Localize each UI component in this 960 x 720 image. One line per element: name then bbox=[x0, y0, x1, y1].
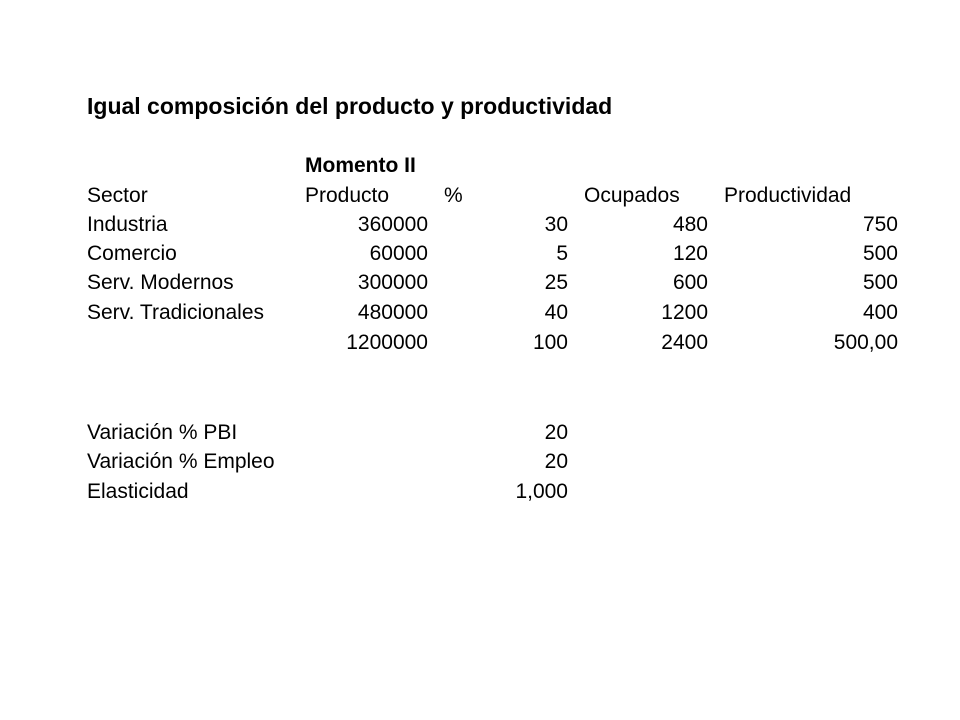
summary-value: 20 bbox=[544, 421, 568, 444]
row-producto: 480000 bbox=[357, 301, 428, 324]
row-ocupados: 600 bbox=[672, 271, 708, 294]
summary-label: Variación % Empleo bbox=[87, 450, 275, 473]
row-sector: Comercio bbox=[87, 242, 177, 265]
header-producto: Producto bbox=[305, 184, 390, 207]
row-ocupados: 1200 bbox=[661, 301, 708, 324]
row-productividad: 400 bbox=[862, 301, 898, 324]
header-ocupados: Ocupados bbox=[584, 184, 680, 207]
summary-value: 20 bbox=[544, 450, 568, 473]
row-pct: 5 bbox=[556, 242, 568, 265]
row-productividad: 500 bbox=[862, 242, 898, 265]
summary-label: Variación % PBI bbox=[87, 421, 238, 444]
header-sector: Sector bbox=[87, 184, 148, 207]
summary-label: Elasticidad bbox=[87, 480, 189, 503]
row-sector: Serv. Modernos bbox=[87, 271, 234, 294]
row-pct: 25 bbox=[544, 271, 568, 294]
row-productividad: 750 bbox=[862, 213, 898, 236]
row-productividad: 500 bbox=[862, 271, 898, 294]
header-pct: % bbox=[444, 184, 463, 207]
total-productividad: 500,00 bbox=[833, 331, 898, 354]
row-producto: 300000 bbox=[357, 271, 428, 294]
summary-value: 1,000 bbox=[515, 480, 568, 503]
total-ocupados: 2400 bbox=[661, 331, 708, 354]
row-sector: Industria bbox=[87, 213, 168, 236]
row-pct: 40 bbox=[544, 301, 568, 324]
row-producto: 360000 bbox=[357, 213, 428, 236]
header-group-momento: Momento II bbox=[305, 154, 416, 177]
row-pct: 30 bbox=[544, 213, 568, 236]
row-sector: Serv. Tradicionales bbox=[87, 301, 265, 324]
row-producto: 60000 bbox=[369, 242, 428, 265]
page-title: Igual composición del producto y productividad bbox=[87, 93, 613, 119]
total-pct: 100 bbox=[532, 331, 568, 354]
header-productividad: Productividad bbox=[724, 184, 852, 207]
total-producto: 1200000 bbox=[346, 331, 428, 354]
row-ocupados: 480 bbox=[672, 213, 708, 236]
row-ocupados: 120 bbox=[672, 242, 708, 265]
